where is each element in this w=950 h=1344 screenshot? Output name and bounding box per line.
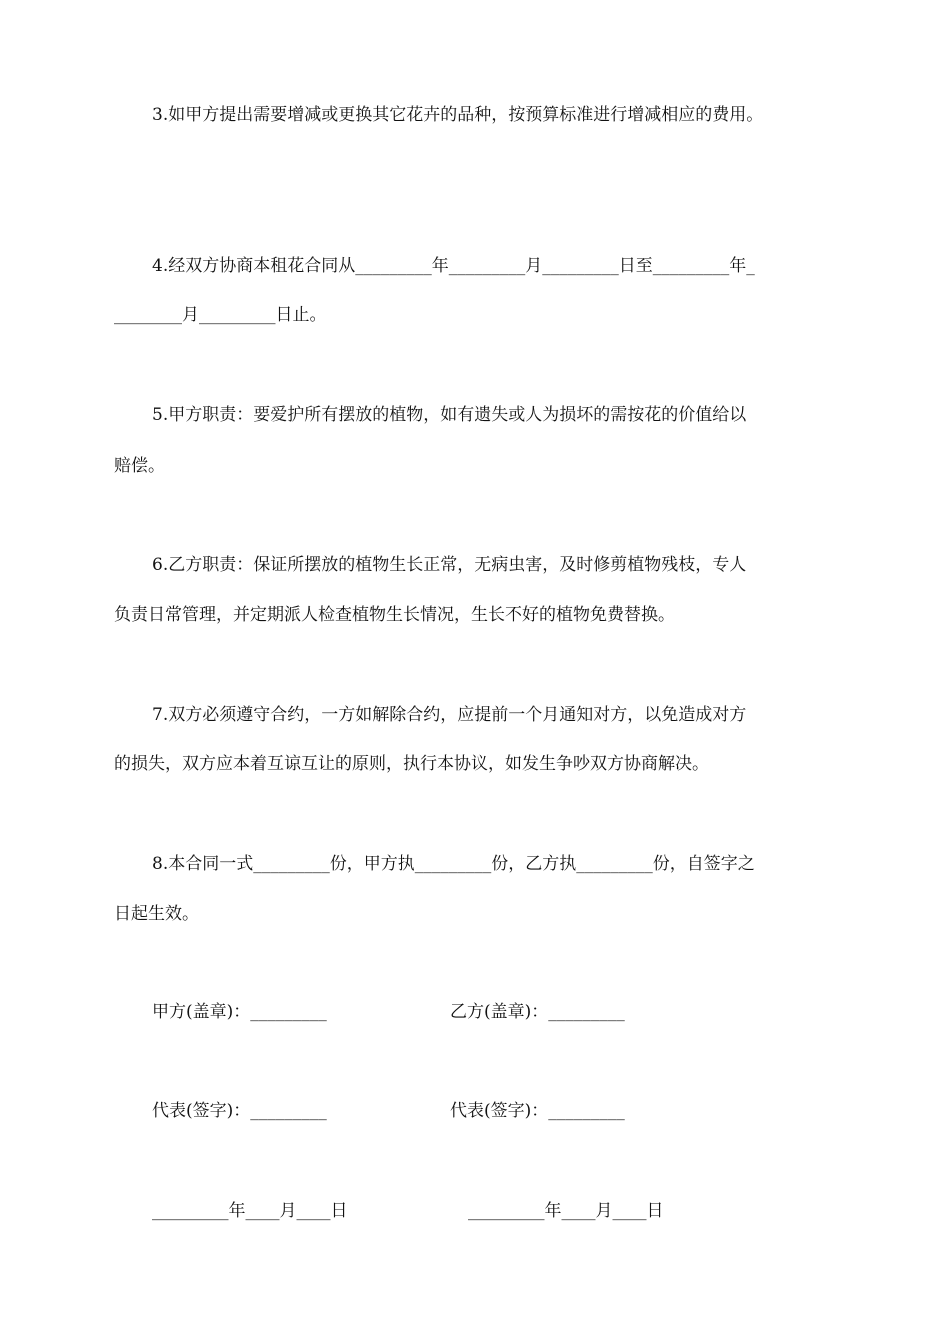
clause-4-line-1: 4.经双方协商本租花合同从_________年_________月_________日至_________年_ (152, 256, 755, 276)
clause-6-line-2: 负责日常管理，并定期派人检查植物生长情况，生长不好的植物免费替换。 (114, 605, 675, 625)
clause-8-line-1: 8.本合同一式_________份，甲方执_________份，乙方执_________份，自签字之 (152, 854, 755, 874)
clause-4-line-2: ________月_________日止。 (114, 305, 327, 325)
party-a-date: _________年____月____日 (152, 1201, 348, 1221)
clause-3-line-1: 3.如甲方提出需要增减或更换其它花卉的品种，按预算标准进行增减相应的费用。 (152, 105, 764, 125)
clause-6-line-1: 6.乙方职责：保证所摆放的植物生长正常，无病虫害，及时修剪植物残枝，专人 (152, 555, 747, 575)
clause-7-line-1: 7.双方必须遵守合约，一方如解除合约，应提前一个月通知对方，以免造成对方 (152, 705, 747, 725)
party-a-representative: 代表(签字)：_________ (152, 1101, 327, 1121)
clause-7-line-2: 的损失，双方应本着互谅互让的原则，执行本协议，如发生争吵双方协商解决。 (114, 754, 709, 774)
party-b-date: _________年____月____日 (468, 1201, 664, 1221)
clause-5-line-1: 5.甲方职责：要爱护所有摆放的植物，如有遗失或人为损坏的需按花的价值给以 (152, 405, 747, 425)
party-b-seal: 乙方(盖章)：_________ (450, 1002, 625, 1022)
clause-8-line-2: 日起生效。 (114, 904, 199, 924)
clause-5-line-2: 赔偿。 (114, 456, 165, 476)
party-a-seal: 甲方(盖章)：_________ (152, 1002, 327, 1022)
party-b-representative: 代表(签字)：_________ (450, 1101, 625, 1121)
